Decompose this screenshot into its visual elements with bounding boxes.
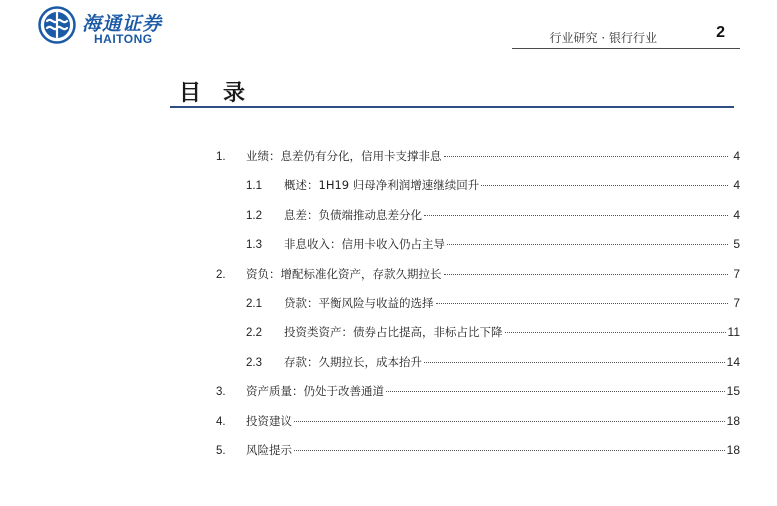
toc-entry[interactable] <box>216 295 740 324</box>
toc-entry[interactable] <box>216 236 740 265</box>
toc-entry-title: 投资类资产：债券占比提高，非标占比下降 <box>284 325 503 340</box>
toc-entry[interactable] <box>216 324 740 353</box>
toc-entry-number: 2.2 <box>246 327 262 340</box>
toc-entry-page: 18 <box>726 442 740 457</box>
toc-entry-page: 5 <box>733 237 740 252</box>
toc-dot-leader <box>444 156 729 157</box>
toc-entry-title: 贷款：平衡风险与收益的选择 <box>284 295 434 310</box>
toc-entry-page: 15 <box>726 384 740 399</box>
toc-dot-leader <box>444 274 729 275</box>
toc-entry-title: 风险提示 <box>246 442 292 457</box>
toc-dot-leader <box>481 185 728 186</box>
toc-entry-number: 1.1 <box>246 180 262 193</box>
toc-entry-title: 业绩：息差仍有分化，信用卡支撑非息 <box>246 149 442 163</box>
haitong-emblem-icon <box>38 6 76 44</box>
toc-dot-leader <box>436 303 729 304</box>
toc-dot-leader <box>424 362 725 363</box>
toc-entry-page: 7 <box>733 295 740 310</box>
toc-entry-page: 7 <box>733 266 740 281</box>
toc-entry[interactable] <box>216 148 740 177</box>
toc-entry-title: 资负：增配标准化资产，存款久期拉长 <box>246 266 442 281</box>
toc-entry-number: 2.1 <box>246 297 262 310</box>
toc-dot-leader <box>424 215 728 216</box>
toc-entry-number: 1.3 <box>246 239 262 252</box>
toc-entry-title: 存款：久期拉长，成本抬升 <box>284 354 422 369</box>
header-divider <box>512 48 740 49</box>
toc-dot-leader <box>294 450 725 451</box>
toc-entry[interactable] <box>216 383 740 412</box>
toc-entry[interactable] <box>216 177 740 206</box>
toc-dot-leader <box>505 332 726 333</box>
table-of-contents <box>216 148 740 471</box>
toc-title: 目录 <box>179 81 268 106</box>
toc-entry-page: 4 <box>733 207 740 222</box>
toc-entry[interactable] <box>216 266 740 295</box>
toc-entry-number: 3. <box>216 386 226 399</box>
toc-entry-number: 2. <box>216 268 226 281</box>
toc-entry-page: 11 <box>727 325 740 340</box>
toc-entry-title: 非息收入：信用卡收入仍占主导 <box>284 237 445 252</box>
toc-dot-leader <box>294 421 725 422</box>
toc-entry[interactable] <box>216 207 740 236</box>
report-category: 行业研究 · 银行行业 <box>549 31 657 45</box>
brand-name-cn: 海通证券 <box>82 13 163 35</box>
haitong-logo <box>38 6 178 46</box>
toc-dot-leader <box>386 391 725 392</box>
toc-entry[interactable] <box>216 442 740 471</box>
toc-entry-title: 息差：负债端推动息差分化 <box>284 207 422 222</box>
toc-entry-page: 14 <box>726 354 740 369</box>
toc-entry-number: 2.3 <box>246 356 262 369</box>
title-divider <box>170 106 734 108</box>
toc-entry-page: 4 <box>733 149 740 163</box>
toc-entry-number: 5. <box>216 444 226 457</box>
toc-entry-title: 资产质量：仍处于改善通道 <box>246 384 384 399</box>
toc-entry-title: 概述：1H19 归母净利润增速继续回升 <box>284 178 480 193</box>
toc-entry[interactable] <box>216 413 740 442</box>
page-number: 2 <box>716 24 725 41</box>
toc-entry-title: 投资建议 <box>246 413 292 428</box>
toc-entry-number: 1. <box>216 151 226 163</box>
toc-entry[interactable] <box>216 354 740 383</box>
brand-name-en: HAITONG <box>94 32 153 46</box>
toc-entry-number: 1.2 <box>246 209 262 222</box>
toc-entry-number: 4. <box>216 415 226 428</box>
toc-entry-page: 18 <box>726 413 740 428</box>
toc-dot-leader <box>447 244 728 245</box>
toc-entry-page: 4 <box>733 178 740 193</box>
